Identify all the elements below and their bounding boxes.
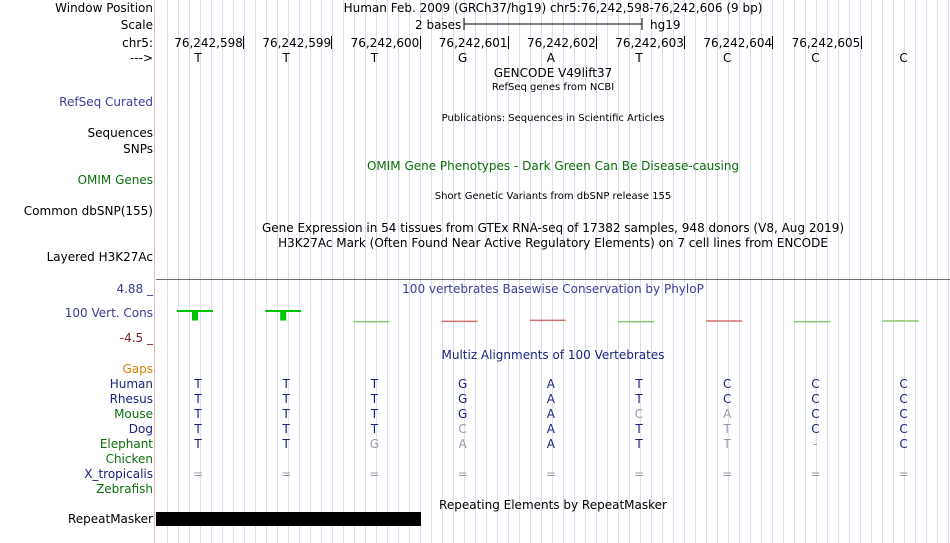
h3k27ac-track-title[interactable]: H3K27Ac Mark (Often Found Near Active Regulatory Elements) on 7 cell lines from ENCODE xyxy=(278,236,828,250)
omim-track-title[interactable]: OMIM Gene Phenotypes - Dark Green Can Be Disease-causing xyxy=(366,159,740,173)
alignment-base: T xyxy=(635,437,643,451)
dbsnp-track-title[interactable]: Short Genetic Variants from dbSNP release 155 xyxy=(434,191,672,202)
alignment-base: C xyxy=(458,422,467,436)
alignment-base: T xyxy=(635,377,643,391)
alignment-base: = xyxy=(545,467,556,481)
reference-base: C xyxy=(899,51,908,65)
alignment-base: A xyxy=(546,392,555,406)
phylop-bar xyxy=(706,320,742,322)
phylop-bar xyxy=(530,320,566,322)
species-label[interactable]: Rhesus xyxy=(109,392,153,406)
refseq-track-subtitle[interactable]: RefSeq genes from NCBI xyxy=(491,82,615,93)
alignment-base: G xyxy=(457,407,468,421)
alignment-base: G xyxy=(457,377,468,391)
species-label[interactable]: Zebrafish xyxy=(96,482,153,496)
scale-genome: hg19 xyxy=(650,18,681,32)
alignment-base: A xyxy=(546,422,555,436)
alignment-base: T xyxy=(370,407,379,421)
alignment-base: = xyxy=(722,467,733,481)
position-label: 76,242,602 xyxy=(527,36,596,50)
alignment-base: T xyxy=(635,422,643,436)
publications-track-title[interactable]: Publications: Sequences in Scientific Articles xyxy=(441,113,665,124)
position-label: 76,242,604 xyxy=(703,36,773,50)
alignment-base: = xyxy=(898,467,909,481)
repeat-element-bar[interactable] xyxy=(156,512,421,526)
snps-label[interactable]: SNPs xyxy=(123,142,153,156)
alignment-base: = xyxy=(369,467,380,481)
alignment-base: = xyxy=(810,467,821,481)
alignment-base: A xyxy=(723,407,732,421)
alignment-base: T xyxy=(370,392,379,406)
position-label: 76,242,600 xyxy=(350,36,420,50)
reference-base: C xyxy=(811,51,820,65)
species-label[interactable]: X_tropicalis xyxy=(84,467,153,481)
alignment-base: C xyxy=(899,422,908,436)
alignment-base: C xyxy=(899,407,908,421)
phylop-label[interactable]: 100 Vert. Cons xyxy=(64,306,153,320)
chrom-label: chr5: xyxy=(122,36,153,50)
alignment-base: T xyxy=(723,437,731,451)
scale-label: Scale xyxy=(120,18,153,32)
position-label: 76,242,603 xyxy=(615,36,684,50)
alignment-base: A xyxy=(546,437,555,451)
alignment-base: T xyxy=(194,392,202,406)
alignment-base: = xyxy=(633,467,645,481)
alignment-base: T xyxy=(635,392,643,406)
alignment-base: T xyxy=(282,422,290,436)
alignment-base: T xyxy=(282,392,290,406)
alignment-base: A xyxy=(546,377,555,391)
alignment-base: C xyxy=(634,407,644,421)
alignment-base: T xyxy=(282,437,290,451)
reference-base: T xyxy=(194,51,202,65)
position-label: 76,242,601 xyxy=(438,36,508,50)
position-label: 76,242,605 xyxy=(791,36,861,50)
phylop-bar xyxy=(192,310,198,321)
phylop-max-label: 4.88 _ xyxy=(116,282,153,296)
layered-h3k27ac-label[interactable]: Layered H3K27Ac xyxy=(46,250,153,264)
window-position-label: Window Position xyxy=(55,1,153,15)
alignment-base: T xyxy=(370,377,379,391)
repeatmasker-label[interactable]: RepeatMasker xyxy=(67,512,153,526)
alignment-base: C xyxy=(811,422,820,436)
alignment-base: T xyxy=(194,377,202,391)
position-label: 76,242,599 xyxy=(262,36,332,50)
alignment-base: = xyxy=(457,467,468,481)
alignment-base: C xyxy=(899,392,908,406)
window-position-value[interactable]: Human Feb. 2009 (GRCh37/hg19) chr5:76,242,598-76,242,606 (9 bp) xyxy=(343,1,763,15)
phylop-track-title[interactable]: 100 vertebrates Basewise Conservation by PhyloP xyxy=(402,282,704,296)
alignment-base: C xyxy=(722,377,732,391)
alignment-base: C xyxy=(811,377,820,391)
reference-base: A xyxy=(546,51,555,65)
alignment-base: C xyxy=(722,392,732,406)
multiz-track-title[interactable]: Multiz Alignments of 100 Vertebrates xyxy=(441,348,665,362)
phylop-min-label: -4.5 _ xyxy=(119,331,153,345)
alignment-base: T xyxy=(723,422,731,436)
alignment-base: G xyxy=(457,392,468,406)
reference-base: C xyxy=(722,51,732,65)
alignment-base: G xyxy=(369,437,380,451)
alignment-base: T xyxy=(370,422,379,436)
phylop-bar xyxy=(618,321,654,323)
alignment-base: C xyxy=(899,437,908,451)
gencode-track-title[interactable]: GENCODE V49lift37 xyxy=(493,66,613,80)
refseq-curated-label[interactable]: RefSeq Curated xyxy=(59,95,153,109)
gtex-track-title[interactable]: Gene Expression in 54 tissues from GTEx RNA-seq of 17382 samples, 948 donors (V8, Aug 2019) xyxy=(261,221,845,235)
alignment-base: T xyxy=(282,377,290,391)
scale-text: 2 bases xyxy=(415,18,462,32)
reference-base: T xyxy=(370,51,379,65)
species-label[interactable]: Elephant xyxy=(99,437,153,451)
alignment-base: T xyxy=(194,422,202,436)
phylop-bar xyxy=(794,321,830,323)
alignment-base: = xyxy=(281,467,292,481)
phylop-bar xyxy=(280,310,286,321)
common-dbsnp-label[interactable]: Common dbSNP(155) xyxy=(23,204,153,218)
species-label[interactable]: Chicken xyxy=(105,452,153,466)
alignment-base: T xyxy=(194,437,202,451)
species-label[interactable]: Human xyxy=(109,377,153,391)
reference-base: G xyxy=(457,51,468,65)
gaps-label[interactable]: Gaps xyxy=(122,362,153,376)
omim-genes-label[interactable]: OMIM Genes xyxy=(77,173,153,187)
alignment-base: C xyxy=(811,392,820,406)
strand-label: ---> xyxy=(129,51,153,65)
position-label: 76,242,598 xyxy=(174,36,243,50)
alignment-base: A xyxy=(546,407,555,421)
alignment-base: C xyxy=(811,407,820,421)
alignment-base: - xyxy=(813,437,818,451)
species-label[interactable]: Mouse xyxy=(114,407,153,421)
phylop-bar xyxy=(353,321,389,323)
repeatmasker-track-title[interactable]: Repeating Elements by RepeatMasker xyxy=(439,498,667,512)
alignment-base: A xyxy=(458,437,467,451)
phylop-bar xyxy=(442,321,478,323)
alignment-base: T xyxy=(194,407,202,421)
species-label[interactable]: Dog xyxy=(128,422,153,436)
phylop-bar xyxy=(883,320,919,322)
alignment-base: = xyxy=(192,467,204,481)
alignment-base: C xyxy=(899,377,908,391)
reference-base: T xyxy=(635,51,643,65)
reference-base: T xyxy=(282,51,290,65)
sequences-label[interactable]: Sequences xyxy=(87,126,153,140)
alignment-base: T xyxy=(282,407,290,421)
